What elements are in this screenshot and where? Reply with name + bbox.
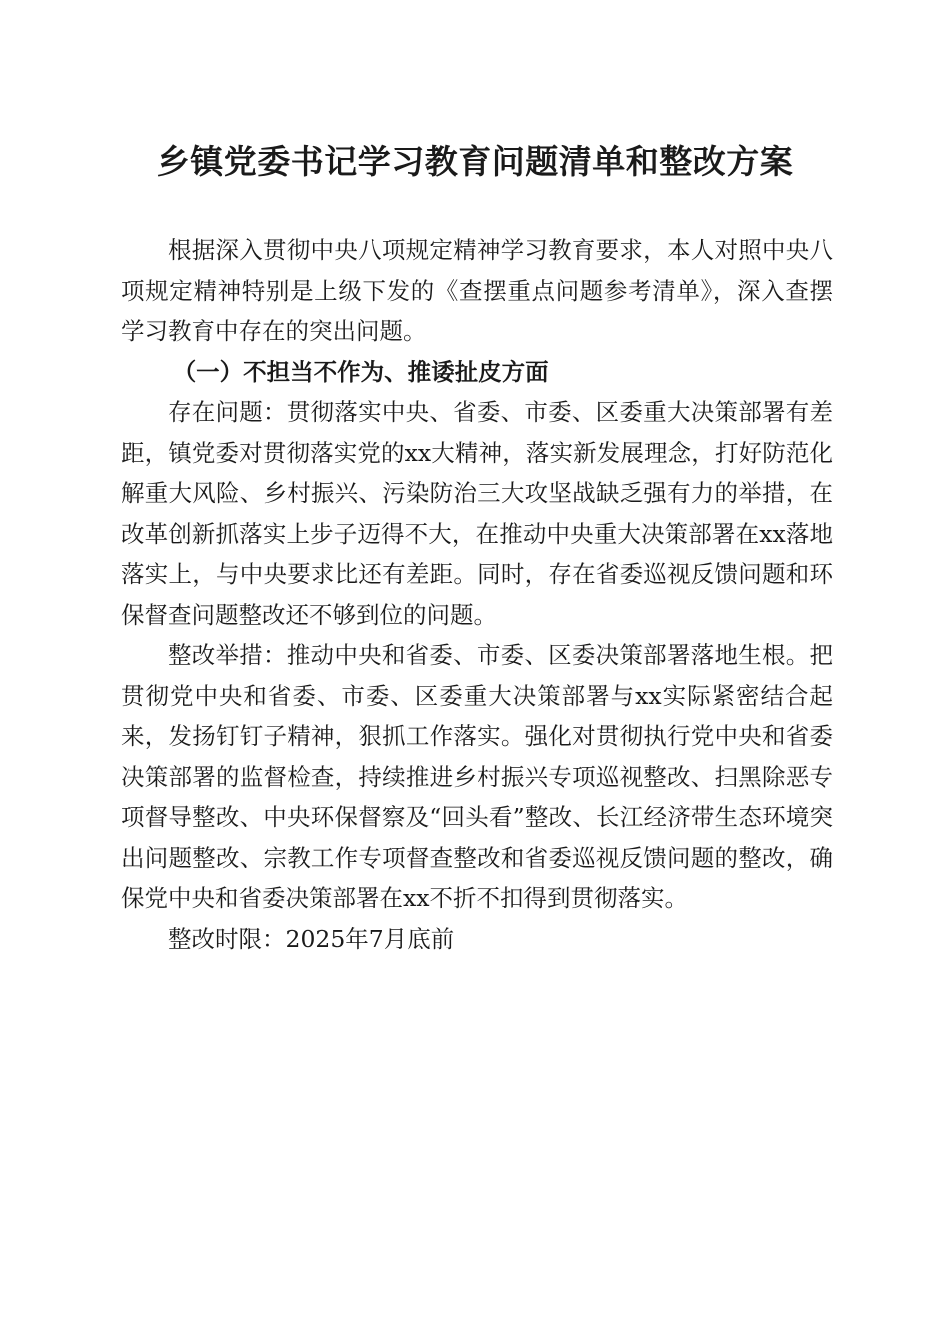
section-heading: （一）不担当不作为、推诿扯皮方面	[172, 357, 549, 386]
problem-paragraph: 存在问题：贯彻落实中央、省委、市委、区委重大决策部署有差距，镇党委对贯彻落实党的xx大精神，落实新发展理念，打好防范化解重大风险、乡村振兴、污染防治三大攻坚战缺乏强有力的举措，在改革创新抓落实上步子迈得不大，在推动中央重大决策部署在xx落地落实上，与中央要求比还有差距。同时，存在省委巡视反馈问题和环保督查问题整改还不够到位的问题。	[121, 398, 833, 629]
measures-paragraph: 整改举措：推动中央和省委、市委、区委决策部署落地生根。把贯彻党中央和省委、市委、区委重大决策部署与xx实际紧密结合起来，发扬钉钉子精神，狠抓工作落实。强化对贯彻执行党中央和省委决策部署的监督检查，持续推进乡村振兴专项巡视整改、扫黑除恶专项督导整改、中央环保督察及“回头看”整改、长江经济带生态环境突出问题整改、宗教工作专项督查整改和省委巡视反馈问题的整改，确保党中央和省委决策部署在xx不折不扣得到贯彻落实。	[121, 641, 833, 912]
document-title: 乡镇党委书记学习教育问题清单和整改方案	[156, 142, 794, 181]
intro-paragraph: 根据深入贯彻中央八项规定精神学习教育要求，本人对照中央八项规定精神特别是上级下发的《查摆重点问题参考清单》，深入查摆学习教育中存在的突出问题。	[121, 236, 833, 345]
document-body	[121, 230, 833, 959]
deadline-paragraph: 整改时限：2025年7月底前	[168, 924, 455, 953]
